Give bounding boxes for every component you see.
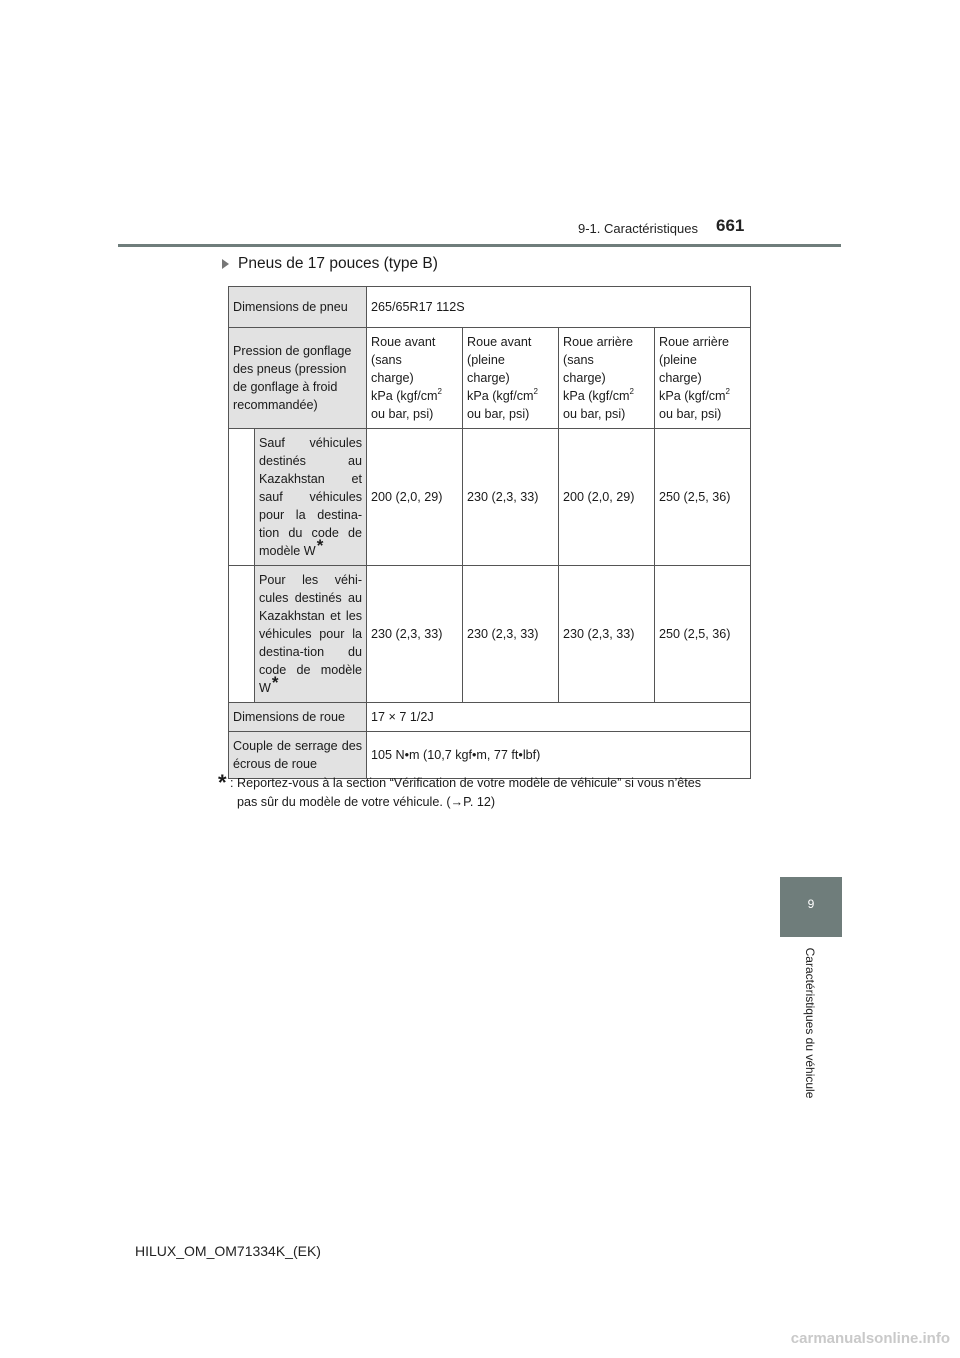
table-row xyxy=(229,429,751,566)
chapter-number: 9 xyxy=(807,897,815,911)
torque-label: Couple de serrage des écrous de roue xyxy=(229,732,367,779)
column-header: Roue arrière (pleine charge) kPa ($kgf/cm^2$ ou bar, psi) xyxy=(655,328,751,429)
tire-size-label: Dimensions de pneu xyxy=(229,287,367,328)
page-number: 661 xyxy=(716,216,745,235)
indent-cell xyxy=(229,429,255,566)
row-label: Pour les véhi-cules destinés au Kazakhstan et les véhicules pour la destina-tion du code de modèle W* xyxy=(255,566,367,703)
table-heading-text: Pneus de 17 pouces (type B) xyxy=(238,255,438,272)
tire-size-row xyxy=(229,287,751,328)
wheel-size-row xyxy=(229,703,751,732)
table-cell: 250 (2,5, 36) xyxy=(655,566,751,703)
table-heading xyxy=(222,255,438,273)
column-header: Roue arrière (sans charge) kPa ($kgf/cm^2$ ou bar, psi) xyxy=(559,328,655,429)
header-divider xyxy=(118,244,841,247)
tire-spec-table xyxy=(228,286,751,779)
asterisk-mark: * xyxy=(316,536,324,555)
wheel-size-value: 17 × 7 1/2J xyxy=(367,703,751,732)
table-cell: 230 (2,3, 33) xyxy=(559,566,655,703)
table-cell: 230 (2,3, 33) xyxy=(367,566,463,703)
wheel-size-label: Dimensions de roue xyxy=(229,703,367,732)
document-code: HILUX_OM_OM71334K_(EK) xyxy=(135,1243,321,1259)
table-cell: 250 (2,5, 36) xyxy=(655,429,751,566)
table-cell: 230 (2,3, 33) xyxy=(463,566,559,703)
pressure-label: Pression de gonflage des pneus (pression de gonflage à froid recommandée) xyxy=(229,328,367,429)
footnote-text-line2: pas sûr du modèle de votre véhicule. (→P. 12) xyxy=(237,795,496,809)
torque-row xyxy=(229,732,751,779)
section-title: 9-1. Caractéristiques xyxy=(578,221,698,236)
table-cell: 200 (2,0, 29) xyxy=(559,429,655,566)
triangle-bullet-icon xyxy=(222,259,229,269)
table-cell: 200 (2,0, 29) xyxy=(367,429,463,566)
watermark: carmanualsonline.info xyxy=(790,1330,950,1347)
chapter-tab xyxy=(780,877,842,937)
footnote-text-line1: : Reportez-vous à la section “Vérification de votre modèle de véhicule” si vous n’êtes xyxy=(230,776,702,790)
indent-cell xyxy=(229,566,255,703)
footnote-asterisk: * xyxy=(218,770,227,795)
table-cell: 230 (2,3, 33) xyxy=(463,429,559,566)
column-header: Roue avant (sans charge) kPa ($kgf/cm^2$ ou bar, psi) xyxy=(367,328,463,429)
pressure-header-row xyxy=(229,328,751,429)
asterisk-mark: * xyxy=(271,673,279,692)
torque-value: 105 N•m (10,7 kgf•m, 77 ft•lbf) xyxy=(367,732,751,779)
column-header: Roue avant (pleine charge) kPa ($kgf/cm^2$ ou bar, psi) xyxy=(463,328,559,429)
row-label: Sauf véhicules destinés au Kazakhstan et sauf véhicules pour la destina-tion du code de modèle W* xyxy=(255,429,367,566)
tire-size-value: 265/65R17 112S xyxy=(367,287,751,328)
chapter-label: Caractéristiques du véhicule xyxy=(803,947,817,1099)
table-row xyxy=(229,566,751,703)
